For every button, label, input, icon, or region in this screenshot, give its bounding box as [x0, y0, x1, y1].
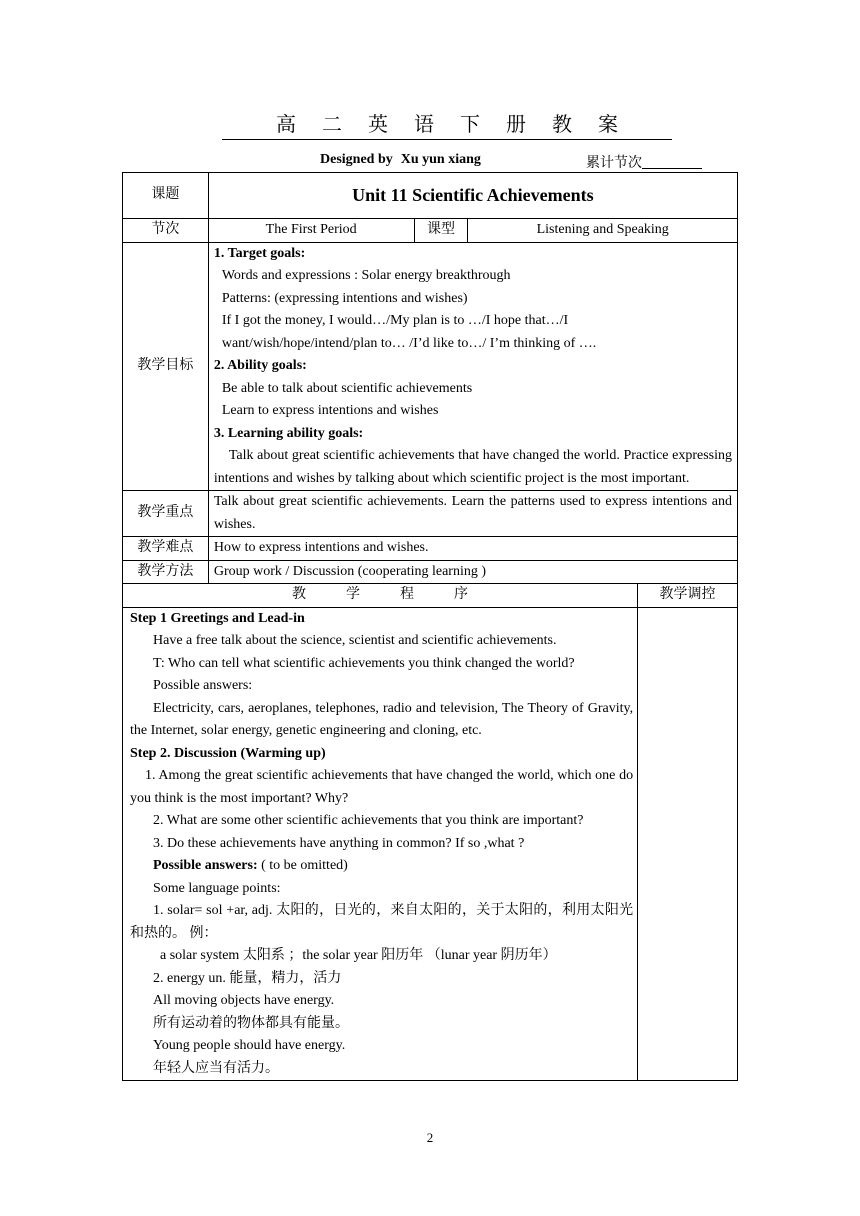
procedure-heading	[123, 584, 638, 608]
course-title: Unit 11 Scientific Achievements	[208, 173, 737, 219]
difficult-points-row	[123, 537, 738, 561]
pattern-line: want/wish/hope/intend/plan to… /I’d like to…/ I’m thinking of ….	[221, 335, 597, 351]
step1-line: T: Who can tell what scientific achievements you think changed the world?	[153, 655, 575, 671]
type-label: 课型	[414, 219, 468, 243]
language-example: Young people should have energy.	[153, 1038, 346, 1053]
ability-goal: Be able to talk about scientific achievements	[221, 380, 473, 396]
objectives-content	[208, 242, 737, 491]
counter-label: 累计节次	[586, 156, 642, 171]
step1-answers: Electricity, cars, aeroplanes, telephones, radio and television, The Theory of Gravity, the Internet, solar energy, genetic engineering and cloning, etc.	[130, 700, 634, 738]
period-value: The First Period	[208, 219, 414, 243]
title-char: 语	[414, 114, 434, 136]
step1-heading: Step 1 Greetings and Lead-in	[130, 610, 305, 626]
procedure-content	[123, 607, 638, 1081]
language-point: 1. solar= sol +ar, adj. 太阳的，日光的，来自太阳的，关于太阳的，利用太阳光和热的。 例：	[130, 903, 634, 941]
title-char: 案	[598, 114, 618, 136]
possible-answers	[130, 855, 633, 878]
difficult-points-label: 教学难点	[123, 537, 209, 561]
objectives-label: 教学目标	[123, 242, 209, 491]
type-value: Listening and Speaking	[468, 219, 738, 243]
title-char: 册	[506, 114, 526, 136]
procedure-char: 学	[346, 587, 361, 602]
title-char: 下	[460, 114, 480, 136]
adjust-content	[638, 607, 738, 1081]
method-text: Group work / Discussion (cooperating learning )	[208, 560, 737, 584]
designer-name: Xu yun xiang	[400, 152, 481, 167]
topic-label: 课题	[123, 173, 209, 219]
target-goals-heading: 1. Target goals:	[213, 245, 306, 261]
title-char: 英	[368, 114, 388, 136]
words-expressions: Words and expressions : Solar energy breakthrough	[221, 268, 511, 283]
key-points-text: Talk about great scientific achievements. Learn the patterns used to express intentions and wishes.	[208, 491, 737, 537]
difficult-points-text: How to express intentions and wishes.	[208, 537, 737, 561]
language-points-heading: Some language points:	[153, 880, 281, 896]
title-char: 教	[552, 114, 572, 136]
objectives-row	[123, 242, 738, 491]
key-points-row	[123, 491, 738, 537]
adjust-label: 教学调控	[638, 584, 738, 608]
patterns: Patterns: (expressing intentions and wishes)	[221, 290, 468, 306]
procedure-header-row	[123, 584, 738, 608]
designed-label: Designed by	[320, 152, 393, 167]
language-example: All moving objects have energy.	[153, 993, 335, 1008]
procedure-char: 程	[400, 587, 415, 602]
counter-blank	[642, 168, 702, 169]
language-point: 2. energy un. 能量，精力，活力	[153, 970, 342, 986]
step1-line: Have a free talk about the science, scientist and scientific achievements.	[153, 633, 557, 648]
procedure-char: 序	[454, 587, 469, 602]
discussion-question: 1. Among the great scientific achievements that have changed the world, which one do you think is the most important? Why?	[130, 768, 634, 806]
period-label: 节次	[123, 219, 209, 243]
step2-heading: Step 2. Discussion (Warming up)	[130, 745, 326, 761]
title-char: 二	[322, 114, 342, 136]
ability-goals-heading: 2. Ability goals:	[213, 358, 307, 373]
title-char: 高	[276, 114, 296, 136]
step1-line: Possible answers:	[153, 678, 253, 693]
language-example-translation: 所有运动着的物体都具有能量。	[153, 1015, 349, 1031]
method-row	[123, 560, 738, 584]
topic-row	[123, 173, 738, 219]
pattern-line: If I got the money, I would…/My plan is to …/I hope that…/I	[221, 313, 569, 328]
designed-by	[320, 152, 481, 168]
lesson-counter	[586, 152, 702, 172]
language-example: a solar system 太阳系 ；the solar year 阳历年 （lunar year 阴历年）	[160, 948, 557, 963]
document-title	[222, 112, 672, 140]
ability-goal: Learn to express intentions and wishes	[221, 403, 439, 418]
language-example-translation: 年轻人应当有活力。	[153, 1060, 279, 1076]
procedure-char: 教	[292, 587, 307, 602]
page-number: 2	[426, 1130, 434, 1145]
lesson-plan-table	[122, 172, 738, 1081]
discussion-question: 2. What are some other scientific achievements that you think are important?	[153, 813, 584, 828]
discussion-question: 3. Do these achievements have anything in common? If so ,what ?	[153, 835, 525, 851]
procedure-row	[123, 607, 738, 1081]
possible-answers-note: ( to be omitted)	[257, 858, 348, 873]
learning-goals-heading: 3. Learning ability goals:	[213, 425, 364, 441]
learning-goals-text: Talk about great scientific achievements that have changed the world. Practice expressing intentions and wishes by talking about which scientific project is the most important.	[213, 448, 732, 486]
period-row	[123, 219, 738, 243]
possible-answers-label: Possible answers:	[153, 858, 258, 873]
method-label: 教学方法	[123, 560, 209, 584]
key-points-label: 教学重点	[123, 491, 209, 537]
